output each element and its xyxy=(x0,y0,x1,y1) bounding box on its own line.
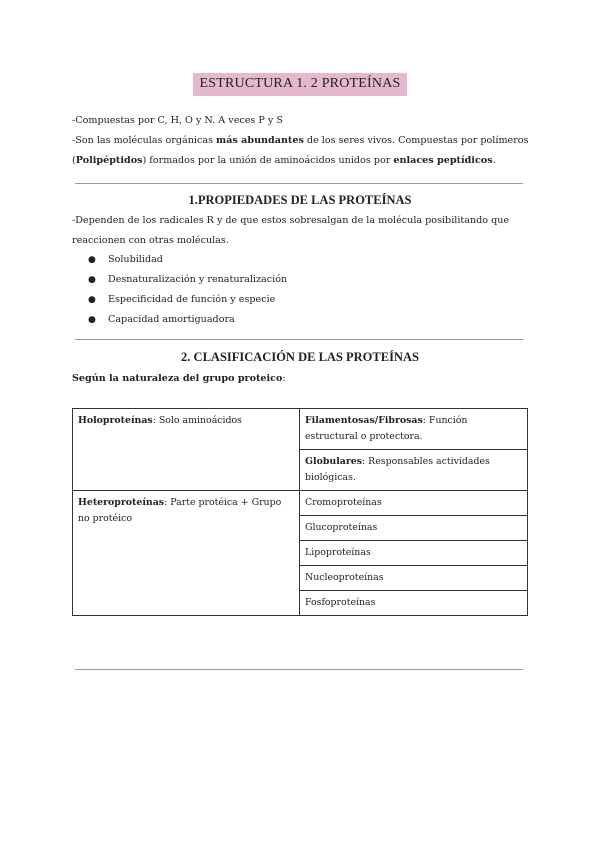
intro-text: ) formados por la unión de aminoácidos unidos por xyxy=(142,155,394,166)
intro-text: de los seres vivos. Compuestas por polímeros xyxy=(303,135,529,146)
bullet-icon: ● xyxy=(88,275,96,285)
subheading-bold: Según la naturaleza del grupo proteico xyxy=(72,373,283,384)
divider xyxy=(75,339,523,340)
table-row xyxy=(73,491,528,516)
term-holoproteinas: Holoproteínas xyxy=(78,415,153,426)
term-filamentosas: Filamentosas/Fibrosas xyxy=(305,415,423,426)
term-heteroproteinas: Heteroproteínas xyxy=(78,497,165,508)
intro-bold-polipeptidos: Polipéptidos xyxy=(75,155,143,166)
section2-heading: 2. CLASIFICACIÓN DE LAS PROTEÍNAS xyxy=(181,350,419,364)
section1-line-2: reaccionen con otras moléculas. xyxy=(72,235,229,246)
list-item-label: Especificidad de función y especie xyxy=(108,294,276,305)
bullet-icon: ● xyxy=(88,295,96,305)
intro-text: . xyxy=(492,155,496,166)
cell-hetero-type: Nucleoproteínas xyxy=(300,566,528,591)
subheading-suffix: : xyxy=(282,373,286,384)
list-item xyxy=(88,310,287,330)
list-item-label: Capacidad amortiguadora xyxy=(108,314,235,325)
table-row xyxy=(73,409,528,450)
desc-globulares: : Responsables actividades biológicas. xyxy=(305,456,490,483)
intro-text: ( xyxy=(72,155,76,166)
cell-hetero-type: Glucoproteínas xyxy=(300,516,528,541)
intro-line-2 xyxy=(72,131,532,151)
divider xyxy=(75,669,523,670)
section1-paragraph xyxy=(72,211,532,251)
term-globulares: Globulares xyxy=(305,456,363,467)
list-item-label: Desnaturalización y renaturalización xyxy=(108,274,288,285)
bullet-icon: ● xyxy=(88,255,96,265)
section2-subheading xyxy=(72,369,286,389)
cell-hetero-type: Lipoproteínas xyxy=(300,541,528,566)
page-title: ESTRUCTURA 1. 2 PROTEÍNAS xyxy=(193,73,406,96)
properties-list xyxy=(88,250,287,330)
intro-bold-abundantes: más abundantes xyxy=(216,135,304,146)
intro-line-1: -Compuestas por C, H, O y N. A veces P y S xyxy=(72,115,283,126)
intro-text: -Son las moléculas orgánicas xyxy=(72,135,217,146)
intro-bold-enlaces: enlaces peptídicos xyxy=(393,155,493,166)
list-item xyxy=(88,250,287,270)
cell-filamentosas xyxy=(300,409,528,450)
section1-line-1: -Dependen de los radicales R y de que estos sobresalgan de la molécula posibilitando que xyxy=(72,215,510,226)
desc-filamentosas: : Función estructural o protectora. xyxy=(305,415,468,442)
desc-holoproteinas: : Solo aminoácidos xyxy=(152,415,242,426)
cell-globulares xyxy=(300,450,528,491)
intro-paragraph xyxy=(72,111,532,171)
list-item-label: Solubilidad xyxy=(108,254,163,265)
cell-hetero-type: Fosfoproteínas xyxy=(300,591,528,616)
divider xyxy=(75,183,523,184)
list-item xyxy=(88,270,287,290)
desc-heteroproteinas: : Parte protéica + Grupo no protéico xyxy=(78,497,282,524)
cell-holoproteinas xyxy=(73,409,300,491)
title-wrap xyxy=(0,72,600,96)
cell-hetero-type: Cromoproteínas xyxy=(300,491,528,516)
cell-heteroproteinas xyxy=(73,491,300,616)
section1-heading: 1.PROPIEDADES DE LAS PROTEÍNAS xyxy=(188,193,412,207)
intro-line-3 xyxy=(72,151,532,171)
bullet-icon: ● xyxy=(88,315,96,325)
classification-table xyxy=(72,408,528,616)
list-item xyxy=(88,290,287,310)
